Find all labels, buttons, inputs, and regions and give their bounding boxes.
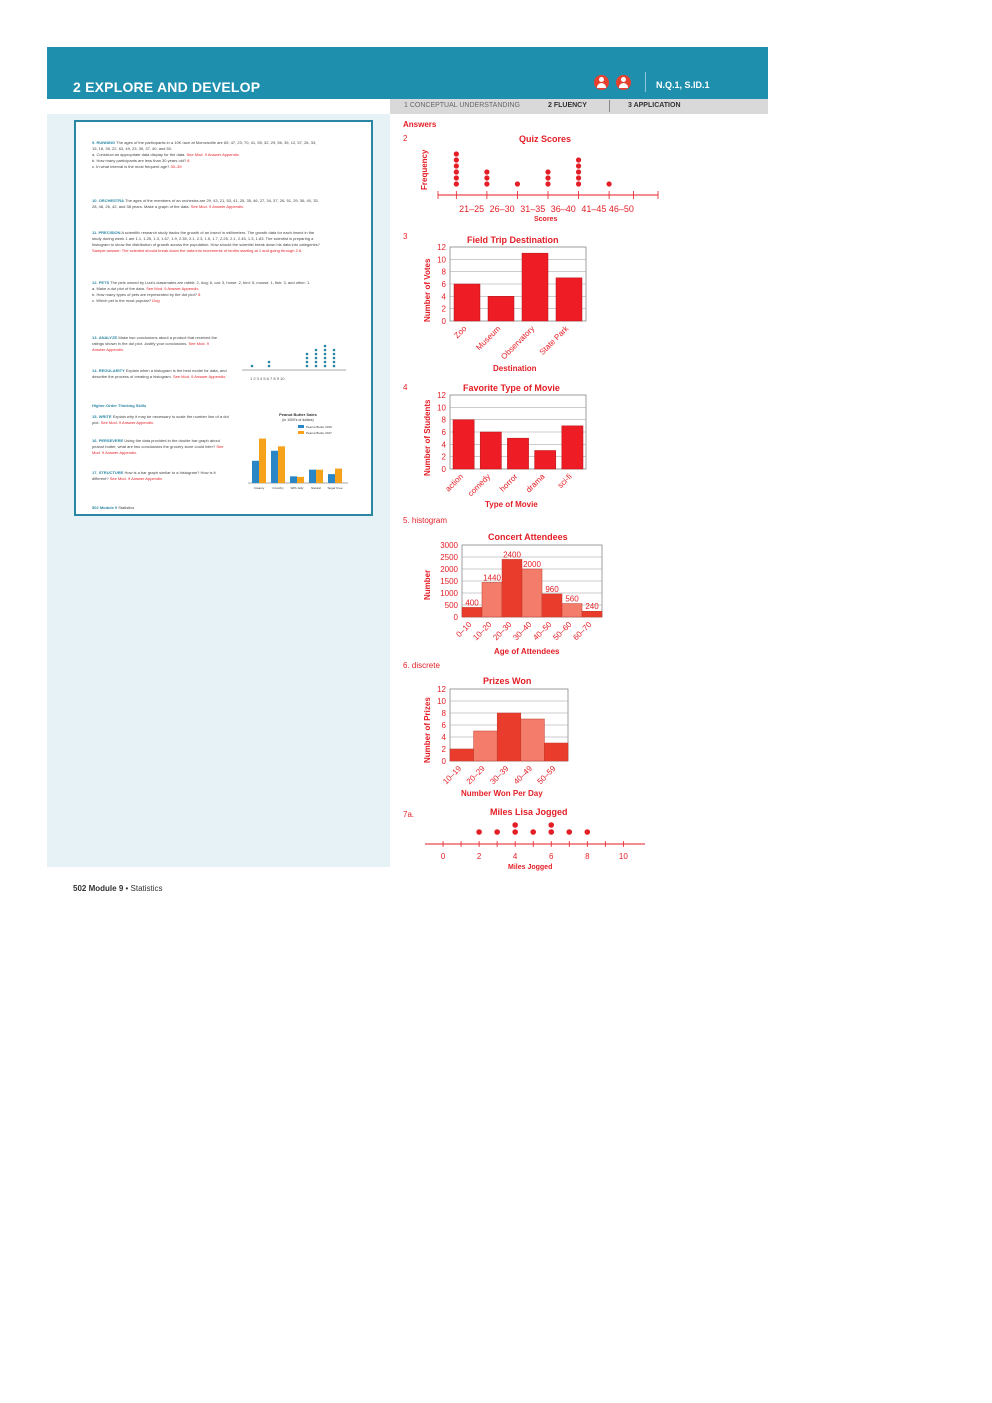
mini-dot <box>324 361 327 364</box>
individual-icon <box>594 75 609 90</box>
mini-dot <box>324 349 327 352</box>
quiz-dot <box>515 181 520 186</box>
mini-axis-labels: 1 2 3 4 5 6 7 8 9 10 <box>250 376 285 381</box>
answer-3-number: 3 <box>403 232 408 241</box>
peanut-bar-2017 <box>335 469 342 483</box>
mini-dot <box>306 361 309 364</box>
bar <box>522 253 548 321</box>
prizes-y-label: Number of Prizes <box>423 697 432 763</box>
prizes-title: Prizes Won <box>483 676 532 686</box>
quiz-dot <box>484 181 489 186</box>
tab-application: 3 APPLICATION <box>628 102 681 109</box>
x-category-label: 30–39 <box>488 764 511 787</box>
question-14: 14. REGULARITY Explain when a histogram is the best model for data, and describe the process of creating a histogram. See Mod. 9 Answer Appendix. <box>92 368 227 379</box>
x-category-label: 50–60 <box>551 620 574 643</box>
quiz-dot <box>545 175 550 180</box>
mini-dot <box>333 357 336 360</box>
y-tick-label: 0 <box>453 613 458 622</box>
quiz-dot <box>454 151 459 156</box>
y-tick-label: 10 <box>437 255 446 265</box>
legend-2017: Peanut Butter 2017 <box>306 431 332 435</box>
jog-tick-label: 6 <box>549 852 554 861</box>
bar <box>454 284 480 321</box>
y-tick-label: 8 <box>441 415 446 425</box>
question-9: 9. RUNNING The ages of the participants in a 10K race at Morrowville are 65, 47, 23, 70, 41, 55, 32, 29, 56, 39, 12, 57, 26, 33, 15, 18, 35, 22, 63, 49, 23, 39, 37, 40, and 50. a. Construct an appropriate data display for the data. See Mod. 9 Answer Appendix. b. How many participants are less than 30 years old? 8 c. In what interval is the most frequent age? 30–39 <box>92 140 317 169</box>
x-category-label: sci-fi <box>555 472 574 491</box>
quiz-dot <box>454 175 459 180</box>
y-tick-label: 10 <box>437 697 446 706</box>
small-page-footer: 502 Module 9 Statistics <box>92 505 135 510</box>
jogged-title: Miles Lisa Jogged <box>490 807 568 817</box>
peanut-bar-2016 <box>290 476 297 483</box>
jog-tick-label: 4 <box>512 852 518 861</box>
x-category-label: 60–70 <box>571 620 594 643</box>
jogged-plot <box>420 815 650 865</box>
bar <box>502 559 522 617</box>
mini-dot <box>315 361 318 364</box>
quiz-dot <box>607 181 612 186</box>
bar <box>453 420 474 469</box>
jog-dot <box>566 829 572 835</box>
legend-2016: Peanut Butter 2016 <box>306 425 332 429</box>
mini-dot <box>315 353 318 356</box>
answer-7a-number: 7a. <box>403 810 415 819</box>
mini-dot <box>306 357 309 360</box>
peanut-bar-2016 <box>271 451 278 483</box>
quiz-dot <box>484 175 489 180</box>
y-tick-label: 3000 <box>440 541 458 550</box>
x-category-label: 40–50 <box>531 620 554 643</box>
jog-dot <box>584 829 590 835</box>
x-category-label: 50–59 <box>535 764 558 787</box>
bar <box>544 743 568 761</box>
field-trip-x-label: Destination <box>493 364 537 373</box>
x-category-label: Zoo <box>452 324 469 341</box>
mini-dot <box>324 353 327 356</box>
concert-y-label: Number <box>423 569 432 600</box>
bar <box>562 426 583 469</box>
y-tick-label: 2 <box>441 745 446 754</box>
bar <box>480 432 501 469</box>
bar-value-label: 400 <box>465 598 479 608</box>
quiz-category-label: 26–30 <box>489 204 515 214</box>
quiz-category-label: 36–40 <box>550 204 576 214</box>
field-trip-y-label: Number of Votes <box>423 258 432 322</box>
y-tick-label: 2 <box>441 452 446 462</box>
question-15: 15. WRITE Explain why it may be necessary to scale the number line of a dot plot. See Mod. 9 Answer Appendix. <box>92 414 229 425</box>
x-category-label: 30–40 <box>511 620 534 643</box>
y-tick-label: 12 <box>437 685 446 694</box>
legend-swatch-2016 <box>298 425 304 428</box>
x-category-label: Observatory <box>499 324 537 362</box>
peanut-category: With Jelly <box>290 486 304 490</box>
quiz-scores-plot <box>430 148 670 220</box>
quiz-x-label: Scores <box>534 216 558 223</box>
peanut-category: Sugar Free <box>327 486 343 490</box>
quiz-dot <box>576 169 581 174</box>
jog-dot <box>512 822 518 828</box>
quiz-y-label: Frequency <box>420 149 429 190</box>
quiz-dot <box>576 163 581 168</box>
jog-dot <box>512 829 518 835</box>
peanut-category: Creamy <box>253 486 265 490</box>
bar <box>521 719 545 761</box>
question-10: 10. ORCHESTRA The ages of the members of an orchestra are 29, 43, 21, 53, 41, 25, 35, 46, 27, 34, 37, 26, 51, 29, 36, 40, 33, 28, 48, 26, 42, and 38 years. Make a graph of the data. See Mod. 9 Answer Appendix. <box>92 198 319 209</box>
question-13: 13. ANALYZE Make two conclusions about a product that received the ratings shown in the dot plot. Justify your conclusions. See Mod. 9 Answer Appendix. <box>92 335 218 352</box>
x-category-label: Museum <box>474 324 503 353</box>
jog-tick-label: 2 <box>476 852 482 861</box>
bar <box>507 438 528 469</box>
quiz-dot <box>576 157 581 162</box>
movie-x-label: Type of Movie <box>485 500 538 509</box>
prizes-x-label: Number Won Per Day <box>461 789 543 798</box>
x-category-label: comedy <box>466 472 493 499</box>
quiz-dot <box>454 181 459 186</box>
mini-dot <box>251 365 254 368</box>
mini-dot <box>315 357 318 360</box>
y-tick-label: 1000 <box>440 589 458 598</box>
bar <box>474 731 498 761</box>
quiz-dot <box>454 163 459 168</box>
x-category-label: 20–29 <box>464 764 487 787</box>
quiz-chart-title: Quiz Scores <box>519 134 572 144</box>
peanut-subtitle: (in 1000's of dollars) <box>282 418 314 422</box>
prizes-chart <box>430 684 580 788</box>
quiz-category-label: 46–50 <box>608 204 634 214</box>
bar-value-label: 240 <box>585 602 599 612</box>
field-trip-chart <box>430 240 610 370</box>
quiz-dot <box>576 181 581 186</box>
bar-value-label: 560 <box>565 594 579 604</box>
standards-label: N.Q.1, S.ID.1 <box>656 80 710 90</box>
peanut-category: Natural <box>311 486 321 490</box>
mini-dot <box>333 361 336 364</box>
mini-dot <box>268 365 271 368</box>
answer-5-number: 5. histogram <box>403 516 448 525</box>
quiz-dot <box>576 175 581 180</box>
field-trip-title: Field Trip Destination <box>467 235 559 245</box>
peanut-butter-chart <box>238 408 353 498</box>
peanut-bar-2017 <box>278 446 285 483</box>
mini-dot <box>324 357 327 360</box>
peanut-bar-2017 <box>316 470 323 483</box>
peanut-title: Peanut Butter Sales <box>279 412 317 417</box>
peanut-bar-2016 <box>309 470 316 483</box>
x-category-label: 10–19 <box>441 764 464 787</box>
bar <box>462 607 482 617</box>
mini-dot <box>306 353 309 356</box>
jog-dot <box>530 829 536 835</box>
x-category-label: drama <box>524 472 547 495</box>
bar <box>450 749 474 761</box>
x-category-label: State Park <box>537 324 571 357</box>
y-tick-label: 12 <box>437 391 446 400</box>
bar <box>542 594 562 617</box>
mini-dot <box>268 361 271 364</box>
quiz-dot <box>454 157 459 162</box>
y-tick-label: 2500 <box>440 553 458 562</box>
x-category-label: 40–49 <box>511 764 535 787</box>
peanut-bar-2017 <box>259 439 266 483</box>
tab-divider <box>609 100 610 112</box>
jog-tick-label: 8 <box>585 852 590 861</box>
x-category-label: 20–30 <box>491 620 514 643</box>
mini-dot <box>324 345 327 348</box>
y-tick-label: 4 <box>441 292 446 302</box>
x-category-label: horror <box>497 472 520 494</box>
y-tick-label: 1500 <box>440 577 458 586</box>
y-tick-label: 6 <box>441 428 446 437</box>
quiz-dot <box>484 169 489 174</box>
bar-value-label: 1440 <box>483 573 501 583</box>
mini-dot-plot <box>240 340 350 385</box>
y-tick-label: 4 <box>441 440 446 450</box>
y-tick-label: 0 <box>441 317 446 326</box>
bar <box>522 569 542 617</box>
mini-dot <box>315 365 318 368</box>
header-divider <box>645 72 646 92</box>
peanut-category: Crunchy <box>272 486 284 490</box>
bar <box>535 451 556 470</box>
quiz-dot <box>454 169 459 174</box>
mini-dot <box>333 365 336 368</box>
concert-chart <box>430 540 610 652</box>
answer-6-number: 6. discrete <box>403 661 440 670</box>
bar <box>556 278 582 321</box>
peanut-bar-2017 <box>297 477 304 483</box>
jog-dot <box>494 829 500 835</box>
quiz-dot <box>545 169 550 174</box>
bar <box>497 713 521 761</box>
y-tick-label: 12 <box>437 243 446 252</box>
tab-fluency: 2 FLUENCY <box>548 102 587 109</box>
pair-icon <box>616 75 631 90</box>
concert-title: Concert Attendees <box>488 532 568 542</box>
movie-chart <box>430 390 600 500</box>
quiz-category-label: 21–25 <box>459 204 485 214</box>
jog-dot <box>548 822 554 828</box>
x-category-label: 0–10 <box>454 620 474 639</box>
jog-dot <box>476 829 482 835</box>
x-category-label: action <box>443 472 466 494</box>
y-tick-label: 6 <box>441 721 446 730</box>
mini-dot <box>315 349 318 352</box>
page-footer: 502 Module 9 • Statistics <box>73 884 163 893</box>
y-tick-label: 6 <box>441 280 446 289</box>
jog-tick-label: 0 <box>440 852 446 861</box>
bar <box>582 611 602 617</box>
question-11: 11. PRECISION A scientific research study tracks the growth of an insect in millimeters. The growth data for each insect in the study during week 1 are 1.1, 1.25, 1.3, 1.67, 1.9, 2.35, 2.1, 2.3, 1.5, 1.7, 2.25, 2.1, 2.45, 1.3, 1.83. The scientist is preparing a histogram to show the distribution of growth across the population. How should the scientist break down his data into categories? Sample answer: The scientist should break down the data into increments of tenths starting at 1 and going through 2.6. <box>92 230 320 253</box>
y-tick-label: 0 <box>441 465 446 474</box>
y-tick-label: 10 <box>437 403 446 413</box>
tab-conceptual: 1 CONCEPTUAL UNDERSTANDING <box>404 102 520 109</box>
y-tick-label: 2000 <box>440 565 458 574</box>
mini-dot <box>333 349 336 352</box>
mini-dot <box>333 353 336 356</box>
jog-dot <box>548 829 554 835</box>
peanut-bar-2016 <box>252 461 259 483</box>
quiz-category-label: 31–35 <box>520 204 546 214</box>
bar-value-label: 2400 <box>503 550 521 560</box>
bar <box>482 582 502 617</box>
y-tick-label: 8 <box>441 709 446 718</box>
jog-tick-label: 10 <box>618 852 628 861</box>
concert-x-label: Age of Attendees <box>494 647 560 656</box>
movie-title: Favorite Type of Movie <box>463 383 560 393</box>
y-tick-label: 2 <box>441 304 446 314</box>
question-17: 17. STRUCTURE How is a bar graph similar to a histogram? How is it different? See Mod. 9 Answer Appendix. <box>92 470 216 481</box>
bar <box>562 604 582 617</box>
x-category-label: 10–20 <box>471 620 494 643</box>
movie-y-label: Number of Students <box>423 399 432 476</box>
quiz-category-label: 41–45 <box>581 204 607 214</box>
answers-heading: Answers <box>403 120 437 129</box>
answer-2-number: 2 <box>403 134 408 143</box>
question-16: 16. PERSEVERE Using the data provided in the double bar graph about peanut butter, what are two conclusions the grocery store could infer? See Mod. 9 Answer Appendix. <box>92 438 224 455</box>
y-tick-label: 500 <box>444 601 458 610</box>
quiz-dot <box>545 181 550 186</box>
y-tick-label: 8 <box>441 267 446 277</box>
y-tick-label: 4 <box>441 733 446 742</box>
section-title: 2 EXPLORE AND DEVELOP <box>73 79 261 95</box>
jogged-x-label: Miles Jogged <box>508 864 553 871</box>
peanut-bar-2016 <box>328 474 335 483</box>
legend-swatch-2017 <box>298 431 304 434</box>
bar-value-label: 960 <box>545 584 559 594</box>
bar <box>488 296 514 321</box>
mini-dot <box>306 365 309 368</box>
hots-heading: Higher-Order Thinking Skills <box>92 403 147 408</box>
bar-value-label: 2000 <box>523 560 541 569</box>
question-12: 12. PETS The pets owned by Liza's classmates are rabbit: 2, dog: 6, cat: 3, horse: 2, bird: 5, mouse: 1, fish: 3, and other: 1. a. Make a dot plot of the data. See Mod. 9 Answer Appendix. b. How many types of pets are represented by the dot plot? 8 c. Which pet is the most popular? Dog <box>92 280 311 303</box>
answer-4-number: 4 <box>403 383 408 392</box>
y-tick-label: 0 <box>441 757 446 766</box>
mini-dot <box>324 365 327 368</box>
